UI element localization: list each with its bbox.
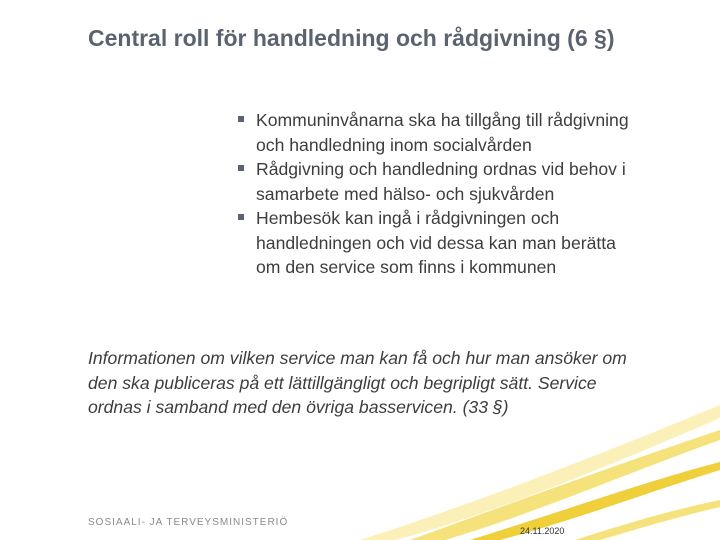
square-bullet-icon [238,116,244,122]
bullet-item [236,157,636,206]
bullet-item [236,206,636,280]
square-bullet-icon [238,214,244,220]
bullet-list [236,108,636,280]
bullet-text: Rådgivning och handledning ordnas vid behov i samarbete med hälso- och sjukvården [256,159,626,204]
bullet-item [236,108,636,157]
organization-logo: SOSIAALI- JA TERVEYSMINISTERIÖ [88,517,289,528]
bullet-text: Hembesök kan ingå i rådgivningen och handledningen och vid dessa kan man berätta om den service som finns i kommunen [256,208,616,277]
square-bullet-icon [238,165,244,171]
slide-title: Central roll för handledning och rådgivning (6 §) [88,25,615,51]
body-paragraph: Informationen om vilken service man kan få och hur man ansöker om den ska publiceras på ett lättillgängligt och begripligt sätt. Service ordnas i samband med den övriga basservicen. (33 §) [88,348,627,417]
footer-date: 24.11.2020 [520,526,565,536]
bullet-text: Kommuninvånarna ska ha tillgång till rådgivning och handledning inom socialvården [256,110,629,155]
